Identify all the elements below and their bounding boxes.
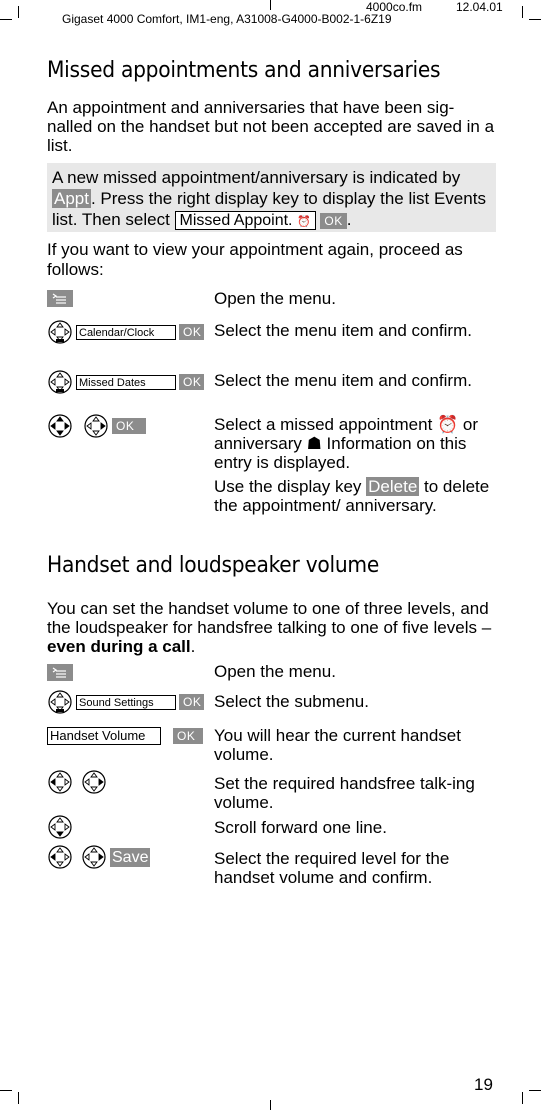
missed-appoint-menu-item: Missed Appoint. ⏰ — [175, 211, 316, 230]
navigation-key-icon — [81, 844, 107, 870]
navigation-key-icon — [47, 413, 73, 439]
step-save-level-text: Select the required level for the handset volume and confirm. — [214, 849, 450, 887]
navigation-key-icon — [83, 413, 109, 439]
navigation-key-icon — [47, 844, 73, 870]
step-open-menu-2: Open the menu. — [214, 662, 336, 681]
appt-display-key: Appt — [54, 189, 89, 208]
ok-key: OK — [320, 213, 346, 229]
alarm-clock-icon: ⏰ — [296, 216, 311, 228]
step-save-level — [47, 845, 150, 869]
step-handset-volume-text: You will hear the current handset volume. — [214, 726, 461, 764]
page-number: 19 — [474, 1075, 493, 1094]
section2-intro: You can set the handset volume to one of three levels, and the loudspeaker for handsfree talking to one of five levels – even during a call. — [47, 599, 492, 656]
step-open-menu: Open the menu. — [214, 289, 336, 308]
missed-dates-label: Missed Dates — [76, 375, 176, 390]
navigation-key-icon — [47, 814, 73, 840]
step-calendar-clock-text: Select the menu item and confirm. — [214, 321, 472, 340]
handset-volume-label: Handset Volume — [47, 727, 161, 745]
header-filename: 4000co.fm — [366, 0, 423, 14]
ok-key: OK — [179, 374, 204, 390]
save-display-key: Save — [112, 848, 149, 866]
delete-display-key: Delete — [368, 477, 418, 496]
navigation-key-icon — [47, 369, 73, 395]
step-missed-dates-text: Select the menu item and confirm. — [214, 371, 472, 390]
step-handset-volume — [47, 724, 203, 748]
calendar-clock-label: Calendar/Clock — [76, 325, 176, 340]
navigation-key-icon — [47, 769, 73, 795]
step-delete-text: Use the display key Delete to delete the appointment/ anniversary. — [214, 477, 490, 515]
step-calendar-clock — [47, 320, 204, 344]
section-title-volume: Handset and loudspeaker volume — [47, 553, 380, 578]
section1-lead: If you want to view your appointment again, proceed as follows: — [47, 240, 463, 279]
navigation-key-icon — [47, 319, 73, 345]
navigation-key-icon — [81, 769, 107, 795]
step-scroll — [47, 815, 73, 839]
step-select-missed — [47, 414, 146, 438]
step-handsfree-volume — [47, 770, 107, 794]
step-sound-settings — [47, 690, 204, 714]
step-select-missed-text: Select a missed appointment ⏰ or anniversary ☗ Information on this entry is displayed. — [214, 415, 479, 472]
header-date: 12.04.01 — [456, 0, 503, 14]
step-missed-dates — [47, 370, 204, 394]
ok-key: OK — [179, 324, 204, 340]
sound-settings-label: Sound Settings — [76, 695, 176, 710]
step-handsfree-volume-text: Set the required handsfree talk-ing volume. — [214, 774, 475, 812]
section1-intro: An appointment and anniversaries that have been sig-nalled on the handset but not been accepted are saved in a list. — [47, 98, 495, 155]
info-note: A new missed appointment/anniversary is indicated by Appt . Press the right display key to display the list Events list. Then select Missed Appoint. ⏰ OK . — [47, 163, 496, 232]
header-doc-ref: Gigaset 4000 Comfort, IM1-eng, A31008-G4000-B002-1-6Z19 — [62, 12, 392, 26]
menu-key-icon — [47, 664, 73, 681]
section-title-missed-appointments: Missed appointments and anniversaries — [47, 58, 441, 83]
step-scroll-text: Scroll forward one line. — [214, 818, 387, 837]
ok-key: OK — [179, 694, 204, 710]
step-sound-settings-text: Select the submenu. — [214, 692, 369, 711]
ok-key: OK — [173, 728, 203, 744]
menu-key-icon — [47, 290, 73, 307]
navigation-key-icon — [47, 689, 73, 715]
ok-key: OK — [112, 418, 146, 434]
